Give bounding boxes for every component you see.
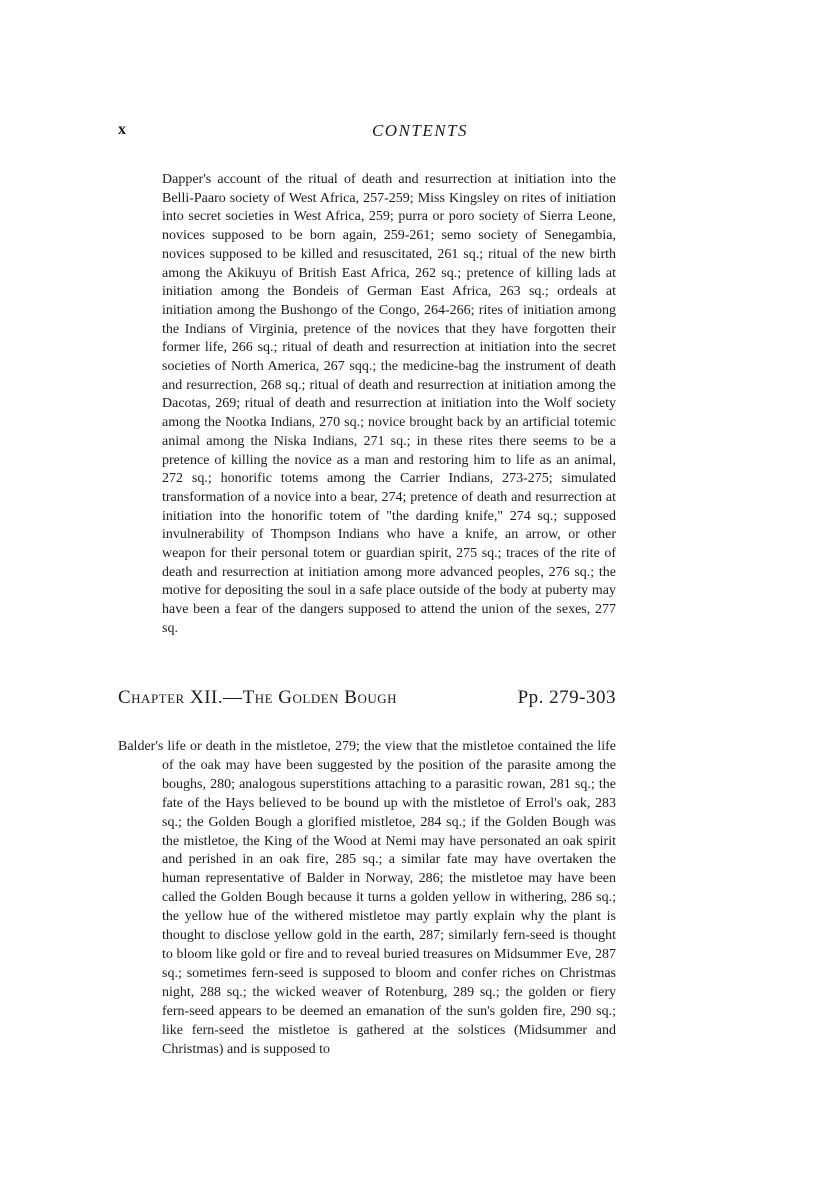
page-number: x bbox=[118, 121, 126, 138]
running-head: CONTENTS bbox=[371, 121, 469, 140]
chapter-summary: Balder's life or death in the mistletoe, 279; the view that the mistletoe contained the life of the oak may have been suggested by the position of the parasite among the boughs, 280; analogous superstitions attaching to a parasitic rowan, 281 sq.; the fate of the Hays believed to be bound up with the mistletoe of Errol's oak, 283 sq.; the Golden Bough a glorified mistletoe, 284 sq.; if the Golden Bough was the mistletoe, the King of the Wood at Nemi may have personated an oak spirit and perished in an oak fire, 285 sq.; a similar fate may have overtaken the human representative of Balder in Norway, 286; the mistletoe may have been called the Golden Bough because it turns a golden yellow in withering, 286 sq.; the yellow hue of the withered mistletoe may partly explain why the plant is thought to disclose yellow gold in the earth, 287; similarly fern-seed is thought to bloom like gold or fire and to reveal buried treasures on Midsummer Eve, 287 sq.; sometimes fern-seed is supposed to bloom and confer riches on Christmas night, 288 sq.; the wicked weaver of Rotenburg, 289 sq.; the golden or fiery fern-seed appears to be deemed an emanation of the sun's golden fire, 290 sq.; like fern-seed the mistletoe is gathered at the solstices (Midsummer and Christmas) and is supposed to bbox=[118, 739, 616, 1057]
chapter-heading bbox=[118, 687, 616, 713]
chapter-page-range: Pp. 279-303 bbox=[517, 687, 616, 708]
chapter-title: Chapter XII.—The Golden Bough bbox=[118, 687, 398, 708]
contents-entry-continued: Dapper's account of the ritual of death and resurrection at initiation into the Belli-Paaro society of West Africa, 257-259; Miss Kingsley on rites of initiation into secret societies in West Africa, 259; purra or poro society of Sierra Leone, novices supposed to be born again, 259-261; semo society of Senegambia, novices supposed to be killed and resuscitated, 261 sq.; ritual of the new birth among the Akikuyu of British East Africa, 262 sq.; pretence of killing lads at initiation among the Bondeis of German East Africa, 263 sq.; ordeals at initiation among the Bushongo of the Congo, 264-266; rites of initiation among the Indians of Virginia, pretence of the novices that they have forgotten their former life, 266 sq.; ritual of death and resurrection at initiation into the secret societies of North America, 267 sqq.; the medicine-bag the instrument of death and resurrection, 268 sq.; ritual of death and resurrection at initiation among the Dacotas, 269; ritual of death and resurrection at initiation into the Wolf society among the Nootka Indians, 270 sq.; novice brought back by an artificial totemic animal among the Niska Indians, 271 sq.; in these rites there seems to be a pretence of killing the novice as a man and restoring him to life as an animal, 272 sq.; honorific totems among the Carrier Indians, 273-275; simulated transformation of a novice into a bear, 274; pretence of death and resurrection at initiation into the honorific totem of "the darding knife," 274 sq.; supposed invulnerability of Thompson Indians who have a knife, an arrow, or other weapon for their personal totem or guardian spirit, 275 sq.; traces of the rite of death and resurrection at initiation among more advanced peoples, 276 sq.; the motive for depositing the soul in a safe place outside of the body at puberty may have been a fear of the dangers supposed to attend the union of the sexes, 277 sq. bbox=[162, 172, 616, 636]
